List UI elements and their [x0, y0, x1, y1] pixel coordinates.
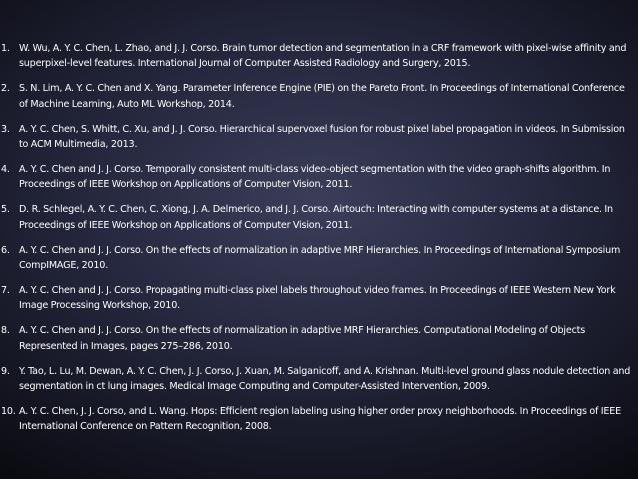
reference-text: A. Y. C. Chen, J. J. Corso, and L. Wang. Hops: Efficient region labeling using higher order proxy neighborhoods. In Proceedings of IEEE International Conference on Pattern Recognition, 2008.	[19, 405, 621, 433]
reference-text: D. R. Schlegel, A. Y. C. Chen, C. Xiong, J. A. Delmerico, and J. J. Corso. Airtouch: Interacting with computer systems at a distance. In Proceedings of IEEE Workshop on Applications of Computer Vision, 2011.	[19, 204, 613, 231]
reference-text: W. Wu, A. Y. C. Chen, L. Zhao, and J. J. Corso. Brain tumor detection and segmentation in a CRF framework with pixel-wise affinity and superpixel-level features. International Journal of Computer Assisted Radiology and Surgery, 2015.	[19, 43, 627, 70]
reference-text: A. Y. C. Chen and J. J. Corso. On the effects of normalization in adaptive MRF Hierarchies. Computational Modeling of Objects Represented in Images, pages 275–286, 2010.	[19, 325, 586, 352]
reference-text: A. Y. C. Chen and J. J. Corso. Temporally consistent multi-class video-object segmentation with the video graph-shifts algorithm. In Proceedings of IEEE Workshop on Applications of Computer Vision, 2011.	[19, 163, 611, 191]
reference-number: 10.	[1, 405, 16, 417]
reference-number: 2.	[1, 83, 10, 95]
reference-number: 1.	[1, 43, 10, 54]
reference-item	[0, 41, 636, 72]
reference-text: A. Y. C. Chen, S. Whitt, C. Xu, and J. J. Corso. Hierarchical supervoxel fusion for robust pixel label propagation in videos. In Submission to ACM Multimedia, 2013.	[19, 123, 625, 151]
reference-item	[0, 283, 636, 314]
reference-number: 5.	[1, 204, 10, 216]
reference-number: 9.	[1, 365, 10, 377]
reference-item	[0, 122, 636, 153]
reference-number: 8.	[1, 325, 10, 337]
reference-number: 6.	[1, 244, 10, 256]
reference-item	[0, 323, 636, 354]
reference-number: 4.	[1, 163, 10, 175]
reference-text: A. Y. C. Chen and J. J. Corso. Propagating multi-class pixel labels throughout video frames. In Proceedings of IEEE Western New York Image Processing Workshop, 2010.	[19, 284, 616, 312]
reference-text: Y. Tao, L. Lu, M. Dewan, A. Y. C. Chen, J. J. Corso, J. Xuan, M. Salganicoff, and A. Krishnan. Multi-level ground glass nodule detection and segmentation in ct lung images. Medical Image Computing and Computer-Assisted Intervention, 2009.	[19, 365, 631, 392]
reference-number: 3.	[1, 123, 10, 135]
reference-item	[0, 404, 636, 435]
reference-list	[0, 41, 636, 444]
reference-number: 7.	[1, 284, 10, 296]
reference-item	[0, 81, 636, 112]
reference-item	[0, 364, 636, 395]
reference-item	[0, 202, 636, 233]
reference-text: S. N. Lim, A. Y. C. Chen and X. Yang. Parameter Inference Engine (PIE) on the Pareto Front. In Proceedings of International Conference of Machine Learning, Auto ML Workshop, 2014.	[19, 83, 625, 110]
reference-item	[0, 162, 636, 193]
reference-text: A. Y. C. Chen and J. J. Corso. On the effects of normalization in adaptive MRF Hierarchies. In Proceedings of International Symposium CompIMAGE, 2010.	[19, 244, 621, 271]
reference-item	[0, 243, 636, 274]
